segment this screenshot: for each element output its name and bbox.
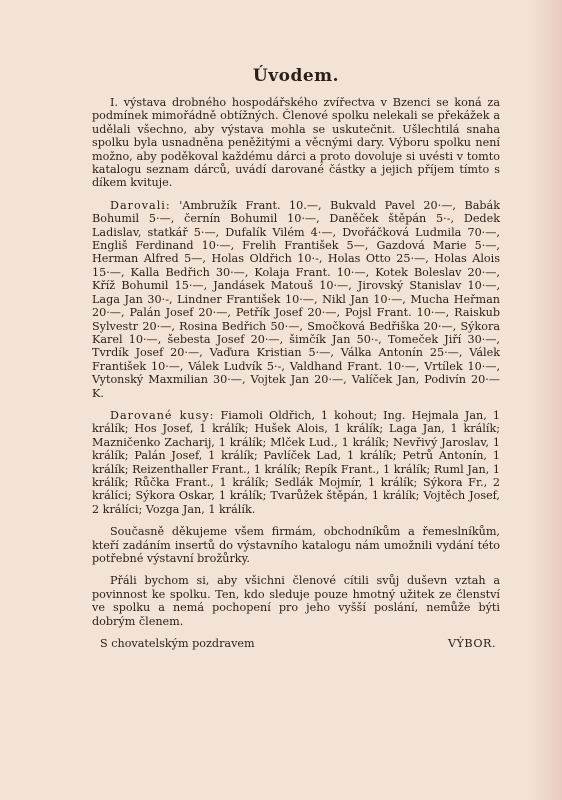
donated-pieces-paragraph	[92, 409, 500, 516]
donated-pieces-label: Darované kusy:	[110, 408, 215, 422]
page-title: Úvodem.	[252, 66, 340, 86]
intro-paragraph: I. výstava drobného hospodářského zvířectva v Bzenci se koná za podmínek mimořádně obtížných. Členové spolku nelekali se překážek a udělali všechno, aby výstava mohla se uskutečnit. Ušlechtilá snaha spolku byla usnadněna peněžitými a věcnými dary. Výboru spolku není možno, aby poděkoval každému dárci a proto dovoluje si uvésti v tomto katalogu seznam dárců, uvádí darované částky a jejich příjem tímto s díkem kvituje.	[92, 96, 500, 190]
greeting: S chovatelským pozdravem	[100, 637, 255, 651]
wish-paragraph: Přáli bychom si, aby všichni členové cítili svůj duševn vztah a povinnost ke spolku. Ten, kdo sleduje pouze hmotný užitek ze členství ve spolku a nemá pochopení pro jeho vyšší poslání, nemůže býti dobrým členem.	[92, 574, 500, 628]
donors-label: Darovali:	[110, 198, 171, 212]
thanks-paragraph: Současně děkujeme všem firmám, obchodníkům a řemeslníkům, kteří zadáním insertů do výstavního katalogu nám umožnili vydání této potřebné výstavní brožůrky.	[92, 525, 500, 565]
closing-line	[92, 637, 500, 650]
signature: VÝBOR.	[447, 637, 496, 651]
document-body	[92, 66, 500, 650]
donors-paragraph	[92, 199, 500, 400]
donors-list: 'Ambružík Frant. 10.—, Bukvald Pavel 20·—, Babák Bohumil 5·—, černín Bohumil 10·—, Daněček štěpán 5·-, Dedek Ladislav, statkář 5·—, Dufalík Vilém 4·—, Dvořáčková Ludmila 70·—, Engliš Ferdinand 10·—, Frelih František 5—, Gazdová Marie 5·—, Herman Alfred 5—, Holas Oldřich 10·-, Holas Otto 25·—, Holas Alois 15·—, Kalla Bedřich 30·—, Kolaja Frant. 10·—, Kotek Boleslav 20·—, Kříž Bohumil 15·—, Jandásek Matouš 10·—, Jirovský Stanislav 10·—, Laga Jan 30·-, Lindner František 10·—, Nikl Jan 10·—, Mucha Heřman 20·—, Palán Josef 20·—, Petřík Josef 20·—, Pojsl Frant. 10·—, Raiskub Sylvestr 20·—, Rosina Bedřich 50·—, Smočková Bedřiška 20·—, Sýkora Karel 10·—, šebesta Josef 20·—, šimčík Jan 50·-, Tomeček Jiří 30·—, Tvrdík Josef 20·—, Vaďura Kristian 5·—, Válka Antonín 25·—, Válek František 10·—, Válek Ludvík 5·-, Valdhand Frant. 10·—, Vrtílek 10·—, Vytonský Maxmilian 30·—, Vojtek Jan 20·—, Valíček Jan, Podivín 20·— K.	[92, 198, 500, 400]
page-edge-stain	[528, 0, 562, 800]
donated-pieces-list: Fiamoli Oldřich, 1 kohout; Ing. Hejmala Jan, 1 králík; Hos Josef, 1 králík; Hušek Alois, 1 králík; Laga Jan, 1 králík; Mazničenko Zacharij, 1 králík; Mlček Lud., 1 králík; Nevřivý Jaroslav, 1 králík; Palán Josef, 1 králík; Pavlíček Lad, 1 králík; Petrů Antonín, 1 králík; Reizenthaller Frant., 1 králík; Repík Frant., 1 králík; Ruml Jan, 1 králík; Růčka Frant., 1 králík; Sedlák Mojmír, 1 králík; Sýkora Fr., 2 králíci; Sýkora Oskar, 1 králík; Tvarůžek štěpán, 1 králík; Vojtěch Josef, 2 králíci; Vozga Jan, 1 králík.	[92, 408, 500, 516]
